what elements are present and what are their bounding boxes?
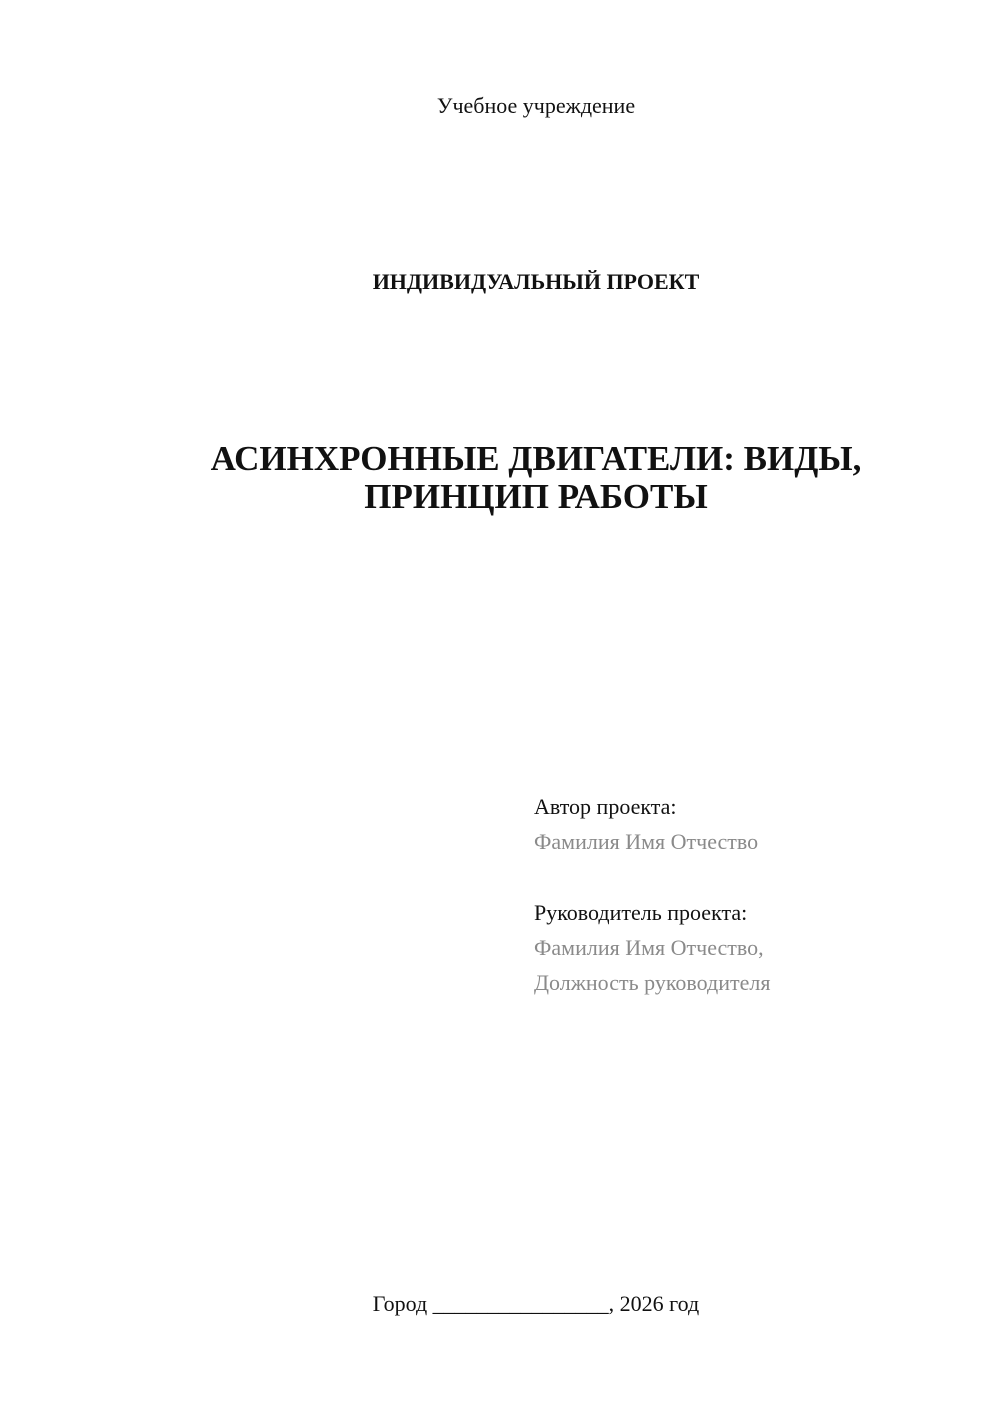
project-title-line-1: АСИНХРОННЫЕ ДВИГАТЕЛИ: ВИДЫ, (210, 439, 862, 478)
supervisor-label: Руководитель проекта: (534, 900, 748, 925)
credits-spacer (534, 859, 974, 895)
credits-block (534, 789, 974, 1000)
document-type: ИНДИВИДУАЛЬНЫЙ ПРОЕКТ (372, 269, 700, 294)
author-label: Автор проекта: (534, 794, 677, 819)
institution-name: Учебное учреждение (436, 93, 636, 118)
supervisor-name: Фамилия Имя Отчество, (534, 935, 764, 960)
author-name: Фамилия Имя Отчество (534, 829, 759, 854)
project-title (0, 440, 1000, 516)
supervisor-position: Должность руководителя (534, 970, 771, 995)
city-year-line: Город ________________, 2026 год (372, 1291, 700, 1316)
project-title-line-2: ПРИНЦИП РАБОТЫ (364, 477, 708, 516)
